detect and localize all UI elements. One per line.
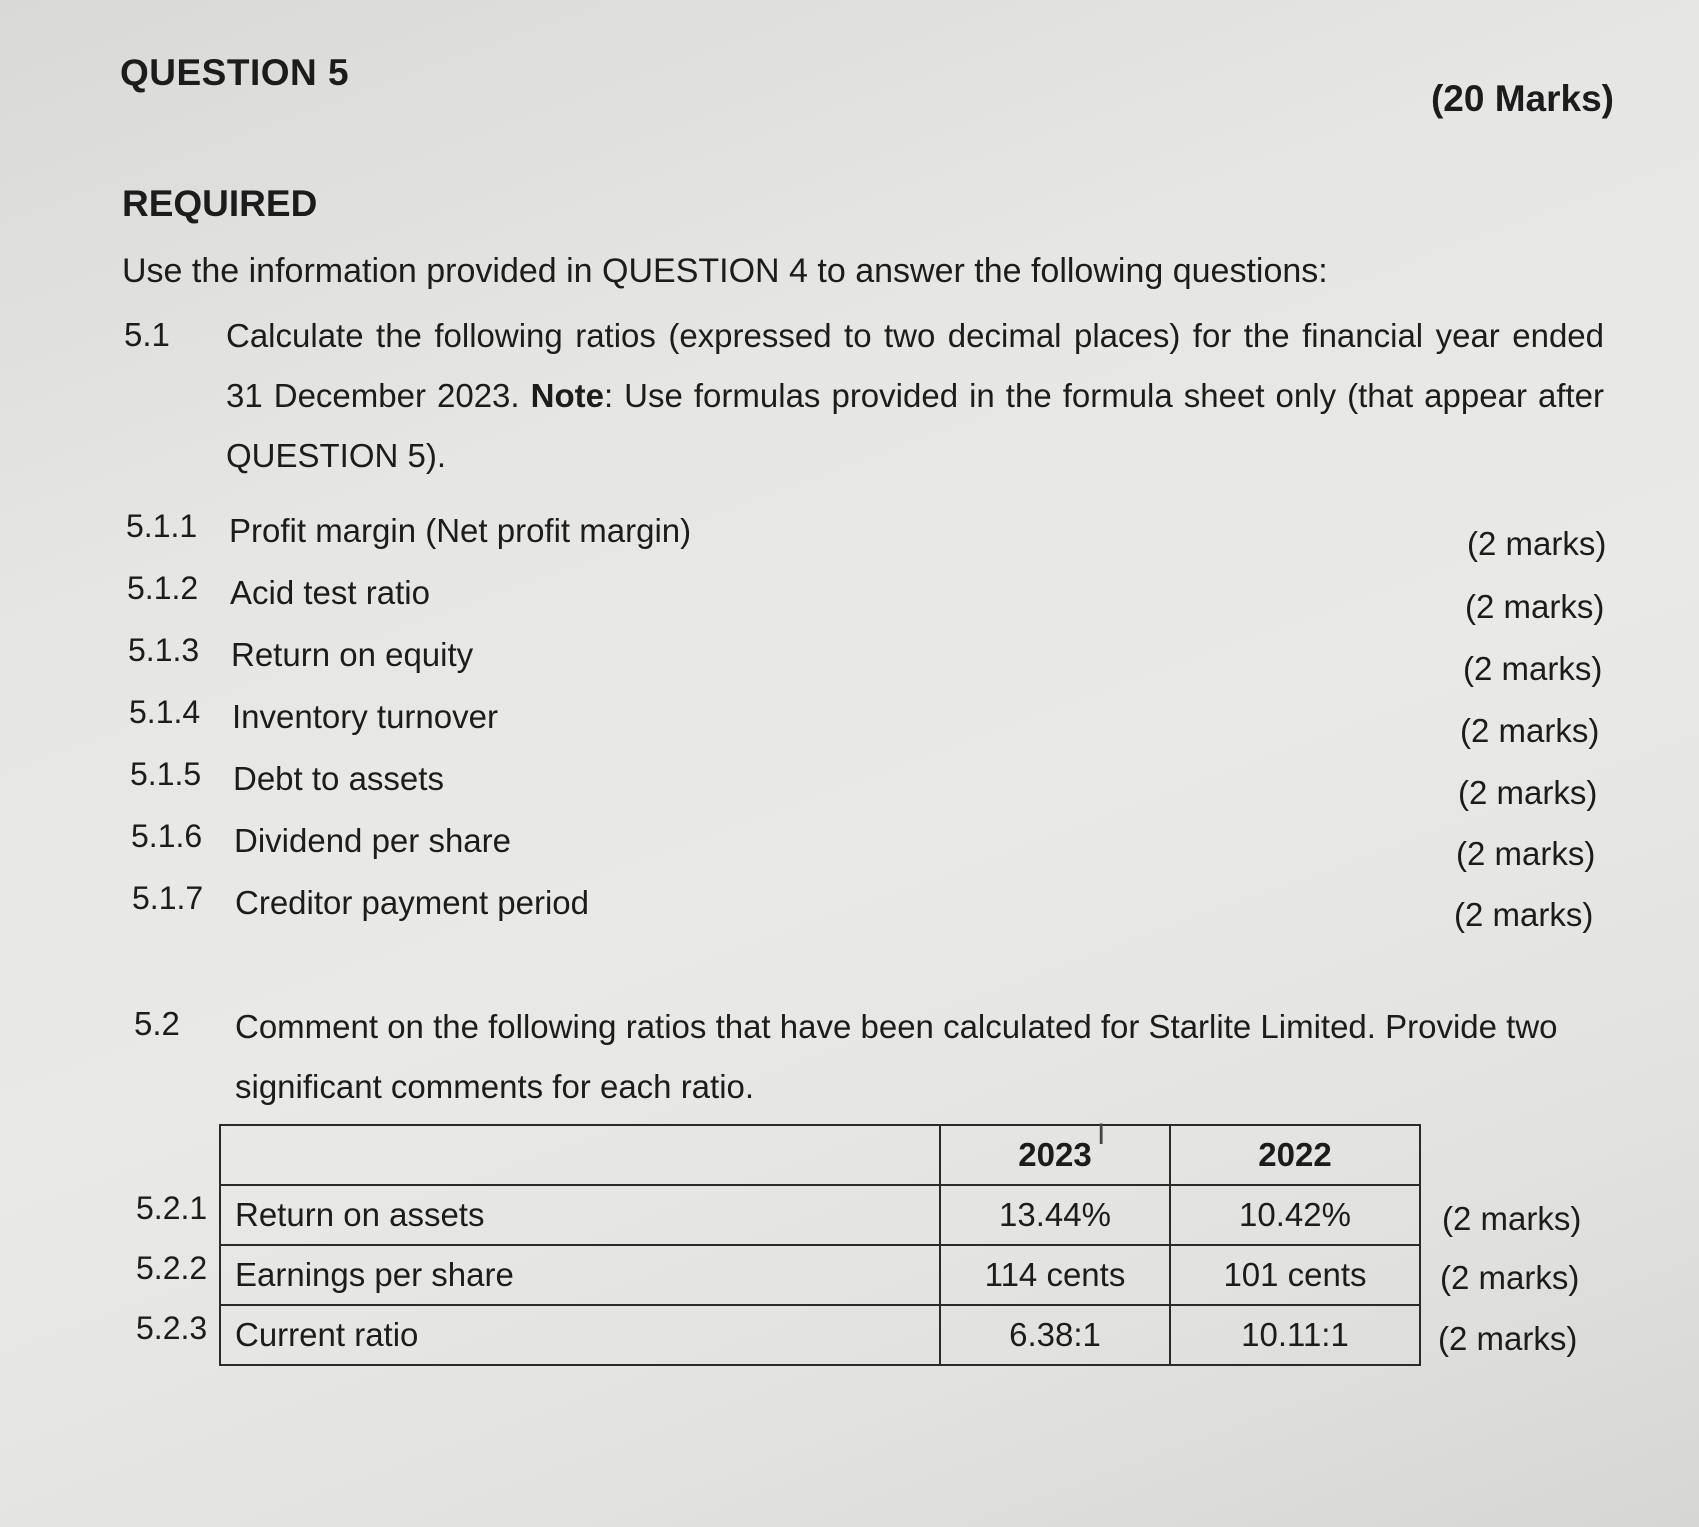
ratio-label: Return on assets [220,1185,940,1245]
q51-item-label: Inventory turnover [232,698,498,735]
q51-item-number: 5.1.3 [128,632,200,668]
ratio-2022: 10.11:1 [1170,1305,1420,1365]
q51-item-marks: (2 marks) [1458,774,1598,811]
question-total-marks: (20 Marks) [1430,78,1614,119]
q51-text [226,306,1604,486]
q51-item-marks: (2 marks) [1465,588,1605,625]
q51-item-number: 5.1.1 [126,508,198,544]
table-header-row [220,1125,1420,1185]
q51-item-marks: (2 marks) [1463,650,1603,687]
table-row [220,1185,1420,1245]
q51-item-label: Creditor payment period [235,884,590,921]
q52-row-marks: (2 marks) [1442,1200,1582,1237]
required-heading: REQUIRED [122,183,318,224]
q52-row-marks: (2 marks) [1440,1259,1580,1296]
q52-row-number: 5.2.3 [136,1310,208,1346]
ratio-2022: 10.42% [1170,1185,1420,1245]
ratio-label: Earnings per share [220,1245,940,1305]
q51-item-number: 5.1.7 [132,880,204,916]
q52-row-marks: (2 marks) [1438,1320,1578,1357]
q51-item-number: 5.1.4 [129,694,201,730]
q51-item-marks: (2 marks) [1460,712,1600,749]
q51-item-marks: (2 marks) [1456,835,1596,872]
q51-note-label: Note [530,377,604,414]
ratio-2022: 101 cents [1170,1245,1420,1305]
q51-item-label: Dividend per share [234,822,511,859]
intro-text: Use the information provided in QUESTION 4 to answer the following questions: [122,252,1328,290]
ratio-2023: 114 cents [940,1245,1170,1305]
q52-row-number: 5.2.1 [136,1190,208,1226]
q51-item-number: 5.1.5 [130,756,202,792]
table-header-blank [220,1125,940,1185]
ratio-label: Current ratio [220,1305,940,1365]
q51-text-main: Calculate the following ratios (expressed to two decimal places) for the financial year ended 31 December 2023. [226,317,1604,414]
q51-item-marks: (2 marks) [1454,896,1594,933]
question-title: QUESTION 5 [120,52,350,93]
q51-item-label: Profit margin (Net profit margin) [229,512,692,549]
ratio-2023: 13.44% [940,1185,1170,1245]
q51-item-number: 5.1.2 [127,570,199,606]
q52-row-number: 5.2.2 [136,1250,208,1286]
table-row [220,1305,1420,1365]
q51-item-marks: (2 marks) [1467,525,1607,562]
q51-item-number: 5.1.6 [131,818,203,854]
q51-item-label: Debt to assets [233,760,444,797]
q52-number: 5.2 [134,1005,180,1042]
ratios-table [219,1124,1421,1366]
table-header-2022: 2022 [1170,1125,1420,1185]
q51-item-label: Return on equity [231,636,474,673]
q52-text: Comment on the following ratios that have been calculated for Starlite Limited. Provide two significant comments for each ratio. [235,1008,1558,1105]
text-cursor-icon: I [1097,1118,1106,1151]
q51-item-label: Acid test ratio [230,574,430,611]
table-header-2023: 2023 [940,1125,1170,1185]
table-row [220,1245,1420,1305]
ratio-2023: 6.38:1 [940,1305,1170,1365]
q51-number: 5.1 [124,316,170,353]
q51-note-text: : Use formulas provided in the formula sheet only (that appear after QUESTION 5). [226,377,1604,474]
